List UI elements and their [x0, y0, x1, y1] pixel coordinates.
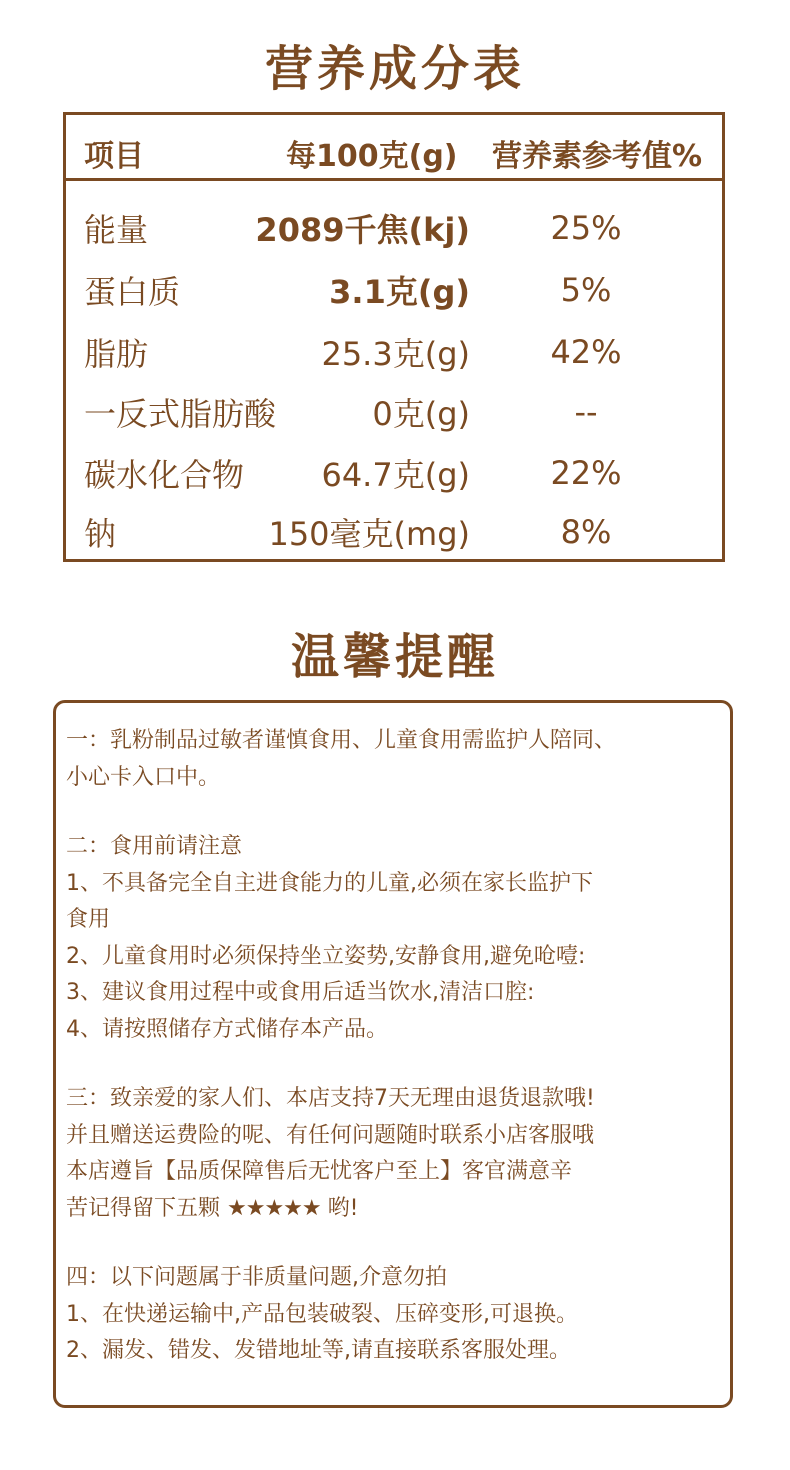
header-nrv: 营养素参考值%	[492, 139, 703, 174]
header-item: 项目	[84, 139, 144, 174]
header-per100: 每100克(g)	[286, 139, 458, 174]
row-amount: 150毫克(mg)	[268, 515, 470, 553]
table-row	[66, 195, 722, 255]
row-name: 能量	[84, 211, 149, 249]
row-name: 一反式脂肪酸	[84, 395, 277, 433]
row-nrv: 5%	[560, 271, 612, 309]
row-nrv: --	[574, 393, 598, 431]
table-row	[66, 499, 722, 559]
row-name: 蛋白质	[84, 273, 181, 311]
row-name: 碳水化合物	[84, 456, 245, 494]
reminder-block-3	[66, 1081, 720, 1227]
reminder-title: 温馨提醒	[290, 629, 499, 685]
table-row	[66, 440, 722, 500]
reminder-line: 一：乳粉制品过敏者谨慎食用、儿童食用需监护人陪同、	[66, 728, 617, 753]
reminder-block-2	[66, 829, 720, 1048]
row-amount: 64.7克(g)	[321, 456, 470, 494]
table-row	[66, 379, 722, 439]
table-row	[66, 319, 722, 379]
table-row	[66, 257, 722, 317]
reminder-line: 本店遵旨【品质保障售后无忧客户至上】客官满意辛	[66, 1159, 573, 1184]
star-line-suffix: 哟!	[327, 1195, 359, 1221]
reminder-line: 2、儿童食用时必须保持坐立姿势,安静食用,避免呛噎:	[66, 943, 586, 969]
star-line-prefix: 苦记得留下五颗	[66, 1195, 221, 1221]
row-nrv: 25%	[550, 209, 622, 247]
reminder-line: 1、不具备完全自主进食能力的儿童,必须在家长监护下	[66, 870, 593, 896]
reminder-line: 二：食用前请注意	[66, 834, 243, 859]
reminder-box	[53, 700, 733, 1408]
table-header	[66, 115, 722, 181]
reminder-line: 食用	[66, 907, 111, 932]
reminder-block-4	[66, 1260, 720, 1370]
row-name: 脂肪	[84, 335, 149, 373]
row-amount: 2089千焦(kj)	[255, 211, 470, 249]
reminder-line: 小心卡入口中。	[66, 764, 221, 790]
row-name: 钠	[84, 515, 117, 553]
row-nrv: 8%	[560, 513, 612, 551]
reminder-line: 四：以下问题属于非质量问题,介意勿拍	[66, 1265, 447, 1290]
row-amount: 0克(g)	[372, 395, 470, 433]
row-amount: 3.1克(g)	[329, 273, 470, 311]
reminder-line: 1、在快递运输中,产品包装破裂、压碎变形,可退换。	[66, 1301, 578, 1327]
reminder-block-1	[66, 723, 720, 796]
row-nrv: 42%	[550, 333, 622, 371]
reminder-line: 4、请按照储存方式储存本产品。	[66, 1016, 388, 1042]
row-amount: 25.3克(g)	[321, 335, 470, 373]
reminder-line: 3、建议食用过程中或食用后适当饮水,清洁口腔:	[66, 980, 535, 1005]
reminder-line: 并且赠送运费险的呢、有任何问题随时联系小店客服哦	[66, 1122, 595, 1148]
reminder-star-line	[66, 1191, 720, 1228]
nutrition-title: 营养成分表	[264, 41, 525, 97]
row-nrv: 22%	[550, 454, 622, 492]
reminder-line: 2、漏发、错发、发错地址等,请直接联系客服处理。	[66, 1338, 571, 1363]
nutrition-table	[63, 112, 725, 562]
reminder-line: 三：致亲爱的家人们、本店支持7天无理由退货退款哦!	[66, 1086, 595, 1111]
five-star-icon: ★★★★★	[227, 1195, 321, 1221]
